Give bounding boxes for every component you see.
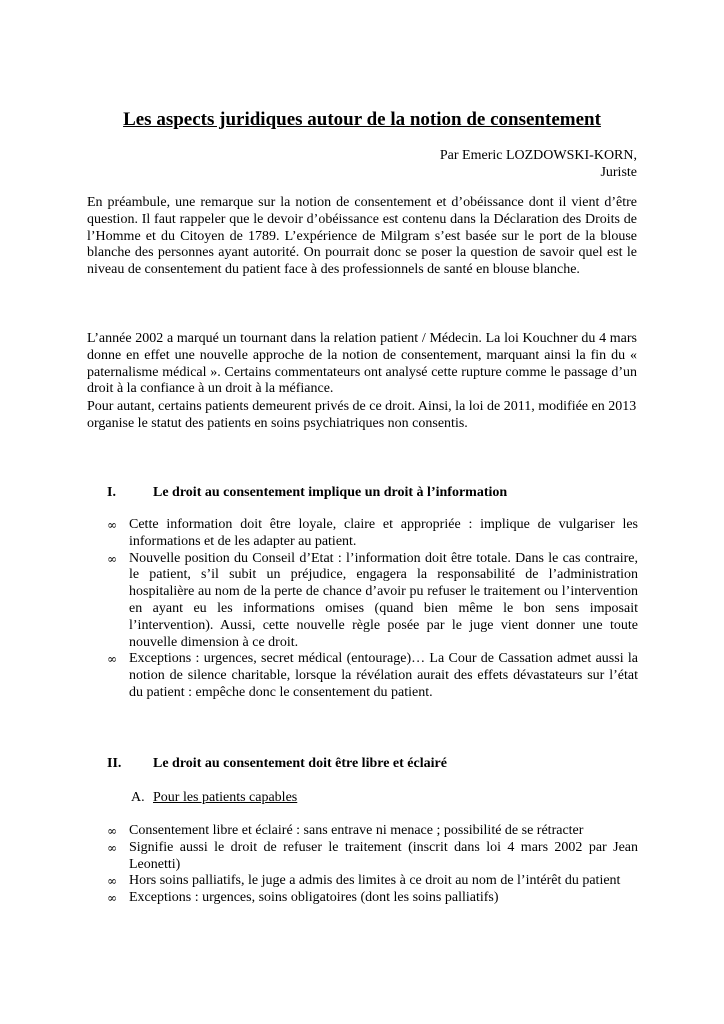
infinity-bullet-icon: ∞ xyxy=(107,824,117,838)
infinity-bullet-icon: ∞ xyxy=(107,652,117,667)
paragraph-2011: Pour autant, certains patients demeurent privés de ce droit. Ainsi, la loi de 2011, modifiée en 2013 organise le statut des patients en soins psychiatriques non consentis. xyxy=(87,399,637,431)
infinity-bullet-icon: ∞ xyxy=(107,840,117,855)
author-role: Juriste xyxy=(600,165,637,180)
section-2-title: Le droit au consentement doit être libre et éclairé xyxy=(153,756,447,771)
list-item-text: Nouvelle position du Conseil d’Etat : l’information doit être totale. Dans le cas contraire, le patient, s’il subit un préjudice, engagera la responsabilité de l’administration hospitalière au nom de la perte de chance d’avoir pu refuser le traitement ou l’intervention en ayant eu les informations omises (quand bien même le bon sens imposait l’intervention). Aussi, cette nouvelle règle posée par le juge vient donner une toute nouvelle dimension à ce droit. xyxy=(129,550,638,650)
section-2-number: II. xyxy=(107,756,122,771)
list-item-text: Cette information doit être loyale, claire et appropriée : implique de vulgariser les informations et de les adapter au patient. xyxy=(129,517,638,549)
list-item-text: Hors soins palliatifs, le juge a admis des limites à ce droit au nom de l’intérêt du patient xyxy=(129,873,621,889)
list-item xyxy=(107,517,638,551)
infinity-bullet-icon: ∞ xyxy=(107,518,117,532)
list-item xyxy=(107,651,638,701)
list-item-text: Exceptions : urgences, secret médical (entourage)… La Cour de Cassation admet aussi la notion de silence charitable, lorsque la révélation aurait des effets dévastateurs sur l’état du patient : empêche donc le consentement du patient. xyxy=(129,651,638,700)
list-item-text: Consentement libre et éclairé : sans entrave ni menace ; possibilité de se rétracter xyxy=(129,823,584,838)
document-title: Les aspects juridiques autour de la notion de consentement xyxy=(123,109,601,130)
list-item xyxy=(107,840,638,874)
subsection-a-letter: A. xyxy=(131,790,145,805)
infinity-bullet-icon: ∞ xyxy=(107,551,117,566)
section-1-number: I. xyxy=(107,485,116,500)
section-1-bullet-list xyxy=(107,517,638,702)
list-item xyxy=(107,551,638,652)
intro-paragraph: En préambule, une remarque sur la notion de consentement et d’obéissance dont il vient d’être question. Il faut rappeler que le devoir d’obéissance est contenu dans la Déclaration des Droits de l’Homme et du Citoyen de 1789. L’expérience de Milgram s’est basée sur le port de la blouse blanche des personnes ayant autorité. On pourrait donc se poser la question de savoir quel est le niveau de consentement du patient face à des professionnels de santé en blouse blanche. xyxy=(87,195,637,278)
subsection-a-title: Pour les patients capables xyxy=(153,790,298,805)
subsection-a-heading xyxy=(131,789,297,806)
section-2-bullet-list xyxy=(107,823,638,907)
list-item xyxy=(107,823,638,840)
paragraph-2002: L’année 2002 a marqué un tournant dans la relation patient / Médecin. La loi Kouchner du 4 mars donne en effet une nouvelle approche de la notion de consentement, marquant ainsi la fin du « paternalisme médical ». Certains commentateurs ont analysé cette rupture comme le passage d’un droit à la confiance à un droit à la méfiance. xyxy=(87,331,637,397)
infinity-bullet-icon: ∞ xyxy=(107,891,117,906)
section-1-title: Le droit au consentement implique un droit à l’information xyxy=(153,485,508,500)
infinity-bullet-icon: ∞ xyxy=(107,874,117,889)
section-2-heading xyxy=(107,755,447,772)
list-item-text: Signifie aussi le droit de refuser le traitement (inscrit dans loi 4 mars 2002 par Jean Leonetti) xyxy=(129,839,638,872)
section-1-heading xyxy=(107,484,507,501)
author-name: Par Emeric LOZDOWSKI-KORN, xyxy=(439,148,637,163)
author-block xyxy=(440,147,637,181)
list-item-text: Exceptions : urgences, soins obligatoires (dont les soins palliatifs) xyxy=(129,890,499,906)
list-item xyxy=(107,890,638,907)
list-item xyxy=(107,873,638,890)
